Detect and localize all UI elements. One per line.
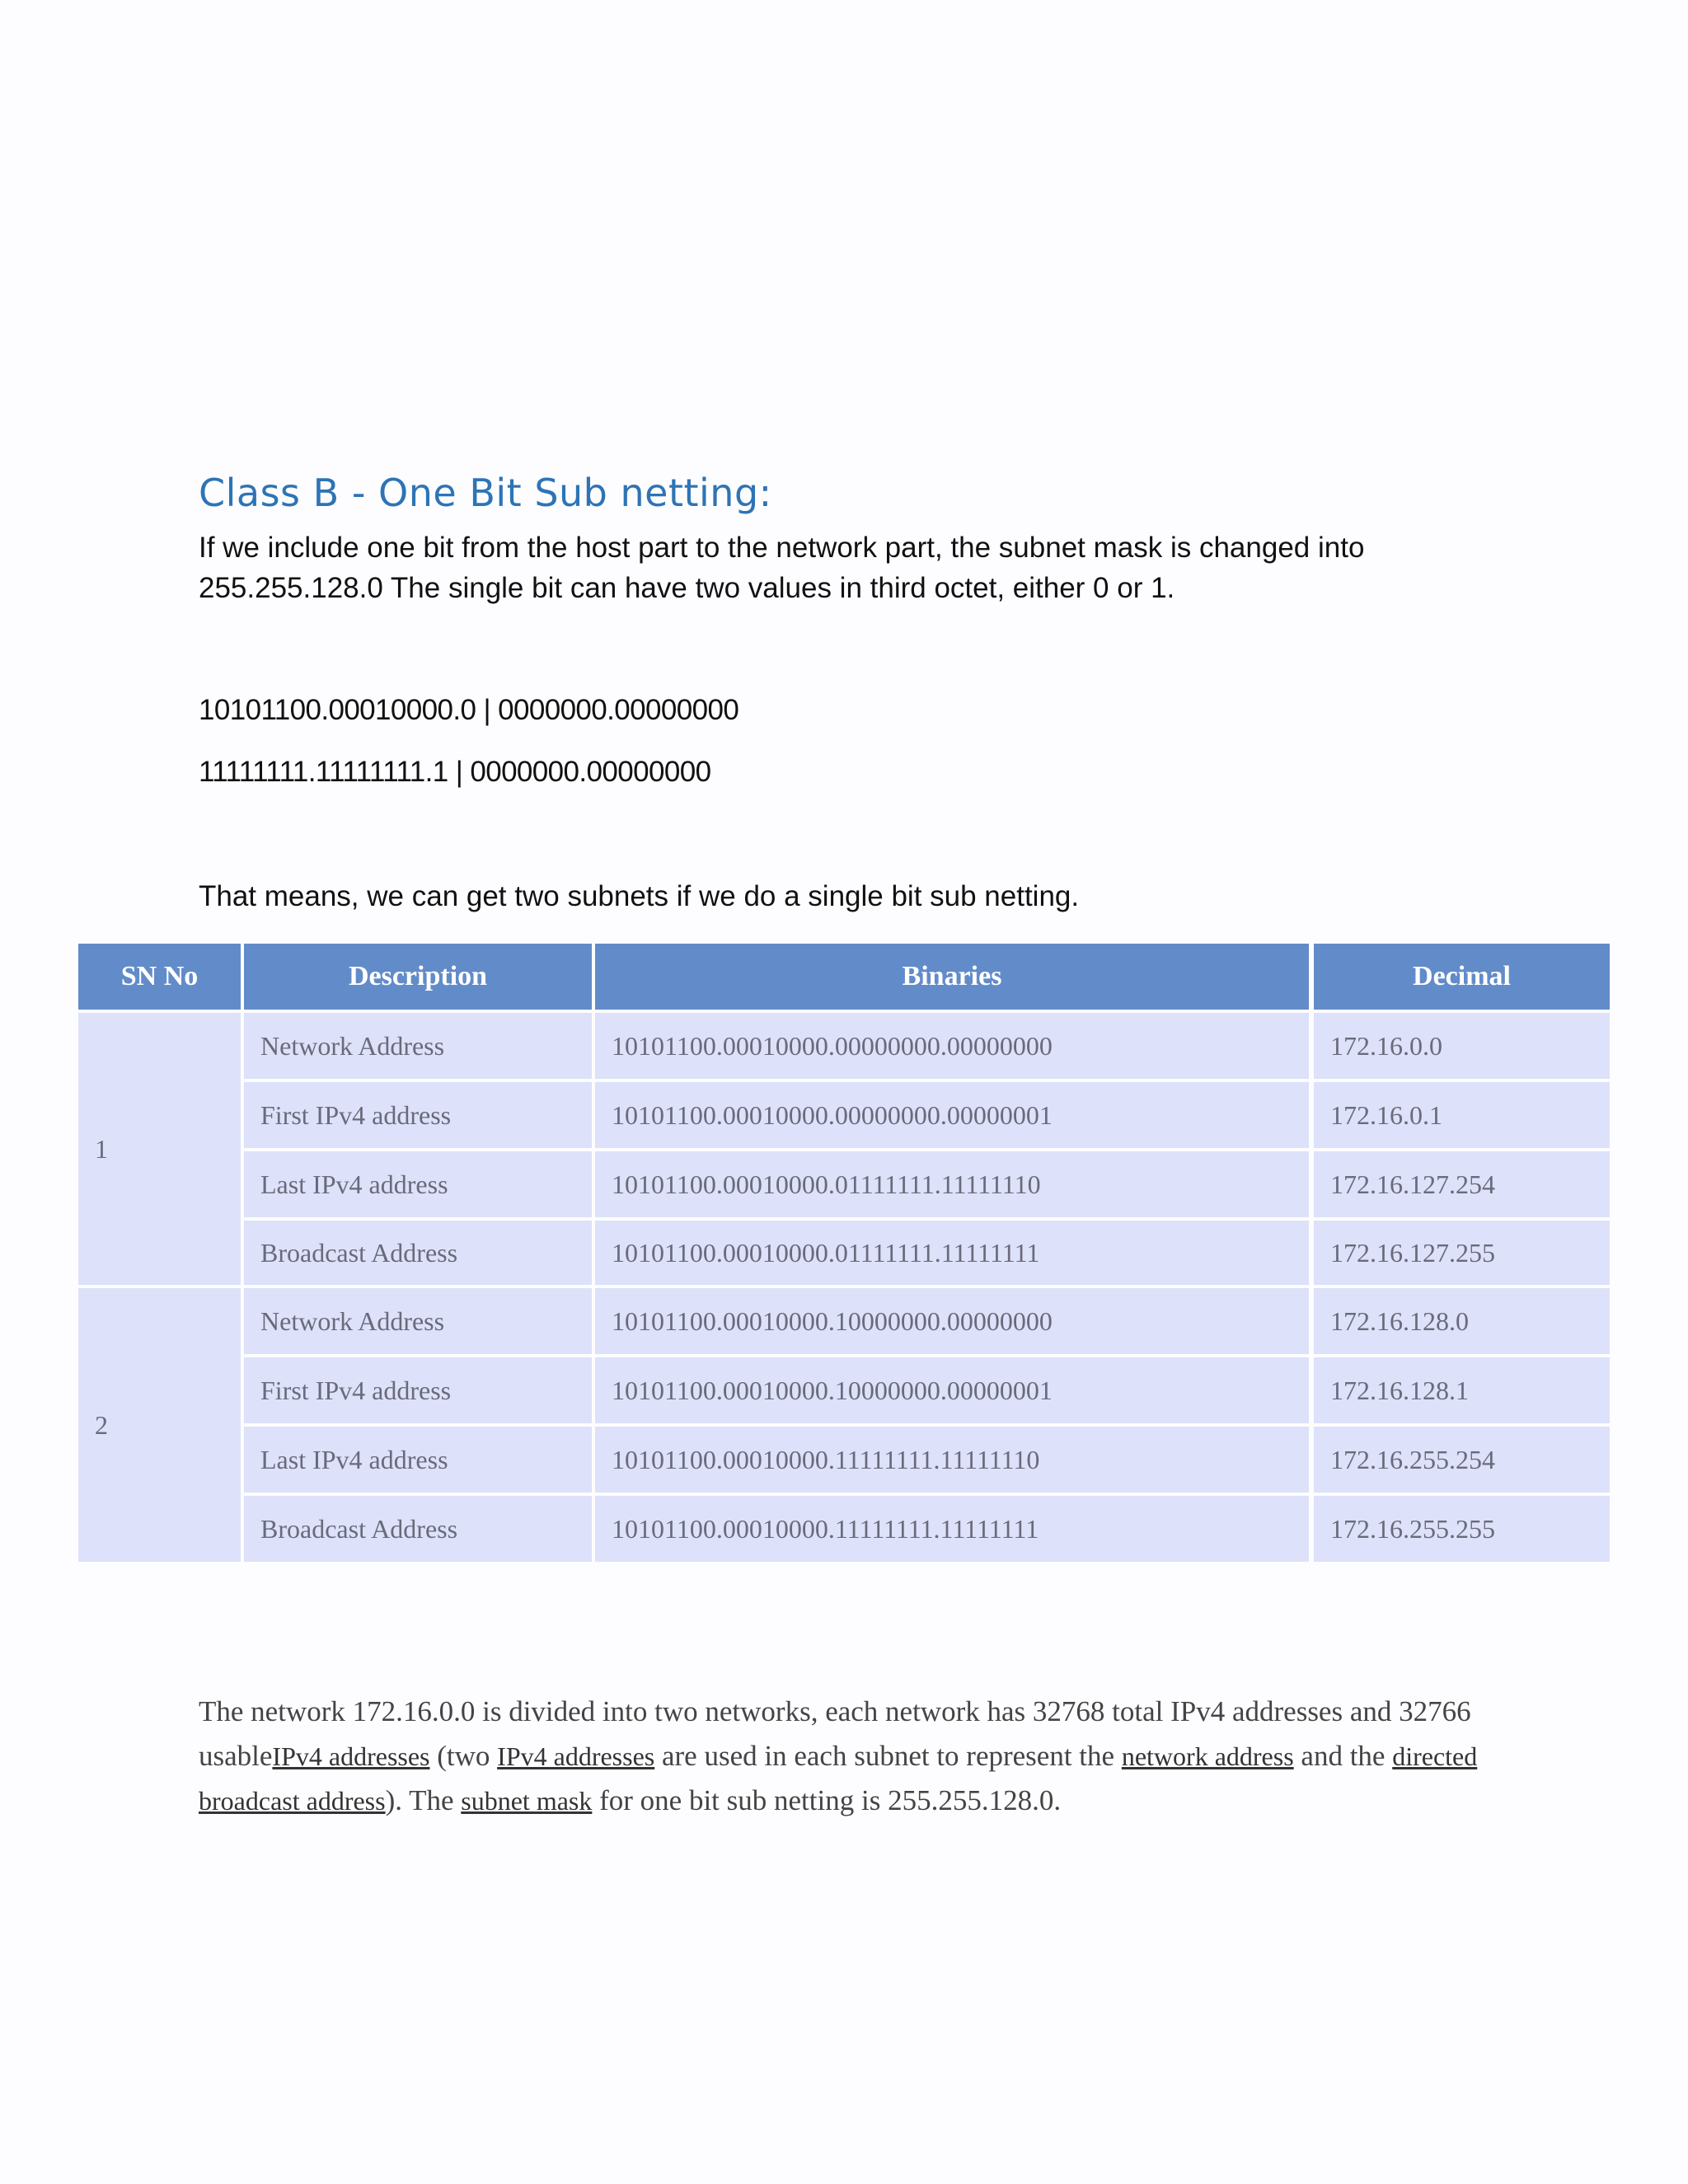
directed-link[interactable]: directed: [1392, 1741, 1478, 1771]
description-cell: Broadcast Address: [244, 1496, 592, 1562]
sn-cell-2: 2: [78, 1288, 241, 1562]
decimal-cell: 172.16.255.254: [1314, 1427, 1610, 1493]
summary-line-1: The network 172.16.0.0 is divided into two networks, each network has 32768 total IPv4 addresses and 32766: [199, 1695, 1471, 1727]
intro-line-1: If we include one bit from the host part to the network part, the subnet mask is changed into: [199, 532, 1365, 564]
sn-cell-1: 1: [78, 1013, 241, 1285]
summary-text: are used in each subnet to represent the: [654, 1740, 1122, 1772]
binaries-cell: 10101100.00010000.01111111.11111111: [595, 1221, 1309, 1285]
binaries-cell: 10101100.00010000.00000000.00000001: [595, 1082, 1309, 1148]
decimal-cell: 172.16.0.0: [1314, 1013, 1610, 1079]
summary-text: and the: [1293, 1740, 1393, 1772]
decimal-cell: 172.16.255.255: [1314, 1496, 1610, 1562]
subnet-table: [78, 944, 1610, 1562]
summary-line-2: [199, 1734, 1583, 1779]
summary-text: for one bit sub netting is 255.255.128.0.: [592, 1784, 1062, 1816]
ipv4-addresses-link-2[interactable]: IPv4 addresses: [497, 1741, 655, 1771]
binaries-cell: 10101100.00010000.11111111.11111110: [595, 1427, 1309, 1493]
description-cell: Network Address: [244, 1288, 592, 1354]
description-cell: Network Address: [244, 1013, 592, 1079]
decimal-cell: 172.16.127.254: [1314, 1151, 1610, 1217]
summary-text: usable: [199, 1740, 273, 1772]
description-cell: Broadcast Address: [244, 1221, 592, 1285]
binaries-cell: 10101100.00010000.01111111.11111110: [595, 1151, 1309, 1217]
conclusion-sentence: That means, we can get two subnets if we do a single bit sub netting.: [199, 880, 1080, 912]
decimal-cell: 172.16.128.1: [1314, 1357, 1610, 1423]
subnet-mask-link[interactable]: subnet mask: [461, 1786, 593, 1816]
broadcast-address-link[interactable]: broadcast address: [199, 1786, 386, 1816]
summary-text: (two: [429, 1740, 498, 1772]
decimal-cell: 172.16.128.0: [1314, 1288, 1610, 1354]
binary-mask-line: 11111111.11111111.1 | 0000000.00000000: [199, 756, 711, 788]
network-address-link[interactable]: network address: [1121, 1741, 1294, 1771]
header-sn-no: SN No: [78, 944, 241, 1010]
header-description: Description: [244, 944, 592, 1010]
binary-network-line: 10101100.00010000.0 | 0000000.00000000: [199, 694, 739, 726]
summary-line-3: [199, 1779, 1583, 1823]
binaries-cell: 10101100.00010000.10000000.00000000: [595, 1288, 1309, 1354]
binaries-cell: 10101100.00010000.10000000.00000001: [595, 1357, 1309, 1423]
description-cell: Last IPv4 address: [244, 1427, 592, 1493]
intro-line-2: 255.255.128.0 The single bit can have two values in third octet, either 0 or 1.: [199, 572, 1175, 604]
description-cell: Last IPv4 address: [244, 1151, 592, 1217]
intro-paragraph: [199, 527, 1600, 608]
binaries-cell: 10101100.00010000.11111111.11111111: [595, 1496, 1309, 1562]
section-heading: Class B - One Bit Sub netting:: [199, 471, 772, 515]
ipv4-addresses-link[interactable]: IPv4 addresses: [272, 1741, 430, 1771]
description-cell: First IPv4 address: [244, 1082, 592, 1148]
header-decimal: Decimal: [1314, 944, 1610, 1010]
description-cell: First IPv4 address: [244, 1357, 592, 1423]
binaries-cell: 10101100.00010000.00000000.00000000: [595, 1013, 1309, 1079]
decimal-cell: 172.16.127.255: [1314, 1221, 1610, 1285]
header-binaries: Binaries: [595, 944, 1309, 1010]
summary-text: ). The: [385, 1784, 462, 1816]
summary-paragraph: [199, 1690, 1583, 1823]
decimal-cell: 172.16.0.1: [1314, 1082, 1610, 1148]
